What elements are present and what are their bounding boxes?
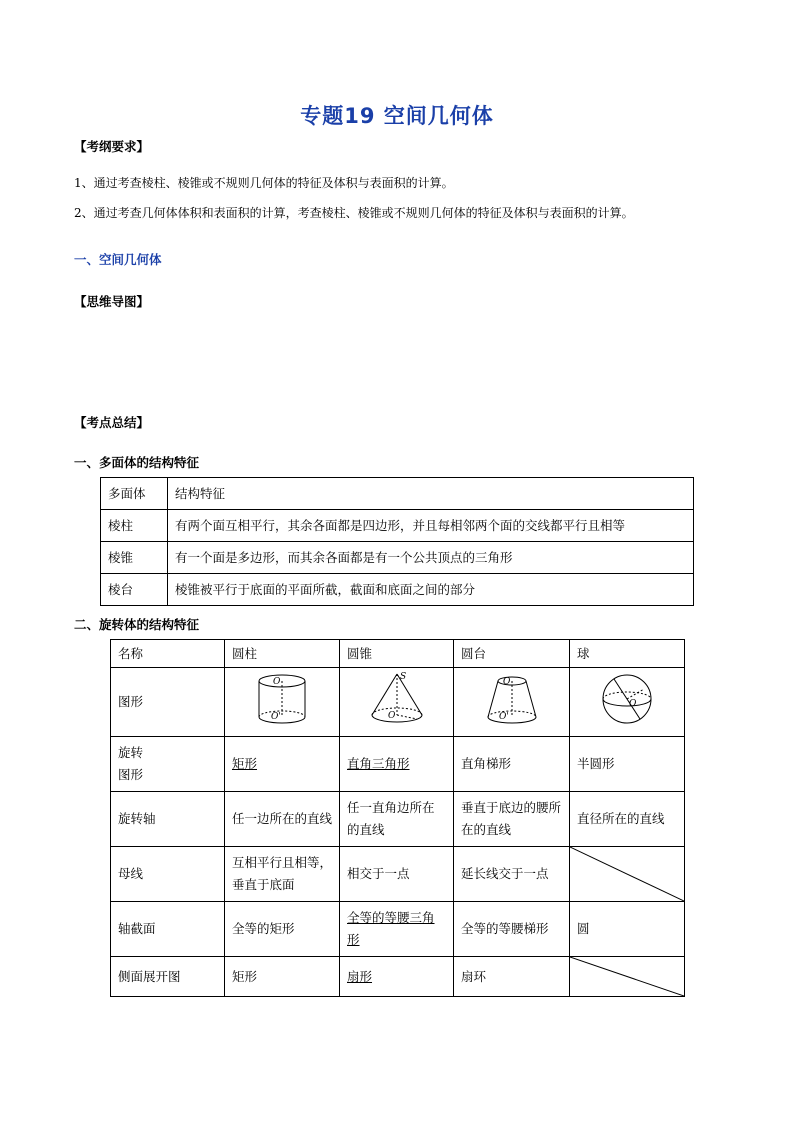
table-cell: 旋转轴 [111, 792, 225, 847]
table-cell: 棱柱 [101, 510, 168, 542]
cone-apex-label: S [399, 671, 406, 682]
table-row [101, 510, 694, 542]
sphere-figure [570, 668, 685, 737]
table-cell: 全等的等腰梯形 [454, 902, 570, 957]
page-title: 专题19 空间几何体 [300, 104, 494, 128]
table-cell: 直角三角形 [340, 737, 454, 792]
table-cell: 圆 [570, 902, 685, 957]
rotate-label-line1: 旋转 [118, 745, 144, 760]
table-cell: 扇形 [340, 957, 454, 997]
table-row [101, 542, 694, 574]
summary-heading: 【考点总结】 [74, 415, 150, 430]
cone-figure [340, 668, 454, 737]
syllabus-heading: 【考纲要求】 [74, 139, 150, 154]
cone-base-label: O [387, 710, 395, 721]
rotation-body-heading: 二、旋转体的结构特征 [74, 617, 200, 632]
table-cell: 全等的等腰三角形 [340, 902, 454, 957]
table-cell: 直径所在的直线 [570, 792, 685, 847]
frustum-figure [454, 668, 570, 737]
table-header-cell: 圆锥 [340, 640, 454, 668]
table-header-cell: 多面体 [101, 478, 168, 510]
syllabus-item-1: 1、通过考查棱柱、棱锥或不规则几何体的特征及体积与表面积的计算。 [74, 176, 454, 190]
table-cell: 直角梯形 [454, 737, 570, 792]
table-cell: 矩形 [225, 957, 340, 997]
polyhedron-heading: 一、多面体的结构特征 [74, 455, 200, 470]
cylinder-top-label: O [273, 676, 281, 687]
table-cell: 棱台 [101, 574, 168, 606]
syllabus-item-2: 2、通过考查几何体体积和表面积的计算，考查棱柱、棱锥或不规则几何体的特征及体积与表面积的计算。 [74, 206, 634, 220]
table-cell: 矩形 [225, 737, 340, 792]
sphere-center-label: O [629, 698, 637, 709]
table-cell: 半圆形 [570, 737, 685, 792]
polyhedron-table [100, 477, 694, 606]
table-cell: 任一直角边所在的直线 [340, 792, 454, 847]
table-header-cell: 圆柱 [225, 640, 340, 668]
table-cell: 图形 [111, 668, 225, 737]
table-row [111, 957, 685, 997]
table-cell [111, 737, 225, 792]
frustum-top-label: O [502, 676, 510, 687]
table-cell: 棱锥被平行于底面的平面所截，截面和底面之间的部分 [168, 574, 694, 606]
table-cell: 垂直于底边的腰所在的直线 [454, 792, 570, 847]
empty-diagonal-cell [570, 847, 685, 902]
mindmap-heading: 【思维导图】 [74, 294, 150, 309]
table-row [111, 902, 685, 957]
table-cell: 轴截面 [111, 902, 225, 957]
table-row [111, 668, 685, 737]
table-row [101, 478, 694, 510]
table-cell: 母线 [111, 847, 225, 902]
rotate-label-line2: 图形 [118, 767, 144, 782]
cylinder-bottom-label: O' [271, 711, 281, 722]
empty-diagonal-cell [570, 957, 685, 997]
frustum-bottom-label: O' [498, 711, 509, 722]
table-row [111, 847, 685, 902]
table-row [111, 792, 685, 847]
table-header-cell: 球 [570, 640, 685, 668]
table-cell: 有两个面互相平行，其余各面都是四边形，并且每相邻两个面的交线都平行且相等 [168, 510, 694, 542]
table-cell: 棱锥 [101, 542, 168, 574]
table-cell: 互相平行且相等，垂直于底面 [225, 847, 340, 902]
table-header-cell: 结构特征 [168, 478, 694, 510]
section-heading-space-geometry: 一、空间几何体 [74, 252, 162, 267]
table-cell: 任一边所在的直线 [225, 792, 340, 847]
table-cell: 全等的矩形 [225, 902, 340, 957]
table-cell: 扇环 [454, 957, 570, 997]
rotation-body-table [110, 639, 685, 997]
table-cell: 有一个面是多边形，而其余各面都是有一个公共顶点的三角形 [168, 542, 694, 574]
table-cell: 延长线交于一点 [454, 847, 570, 902]
table-cell: 侧面展开图 [111, 957, 225, 997]
table-row [111, 640, 685, 668]
table-header-cell: 名称 [111, 640, 225, 668]
table-header-cell: 圆台 [454, 640, 570, 668]
table-row [111, 737, 685, 792]
table-cell: 相交于一点 [340, 847, 454, 902]
cylinder-figure [225, 668, 340, 737]
table-row [101, 574, 694, 606]
